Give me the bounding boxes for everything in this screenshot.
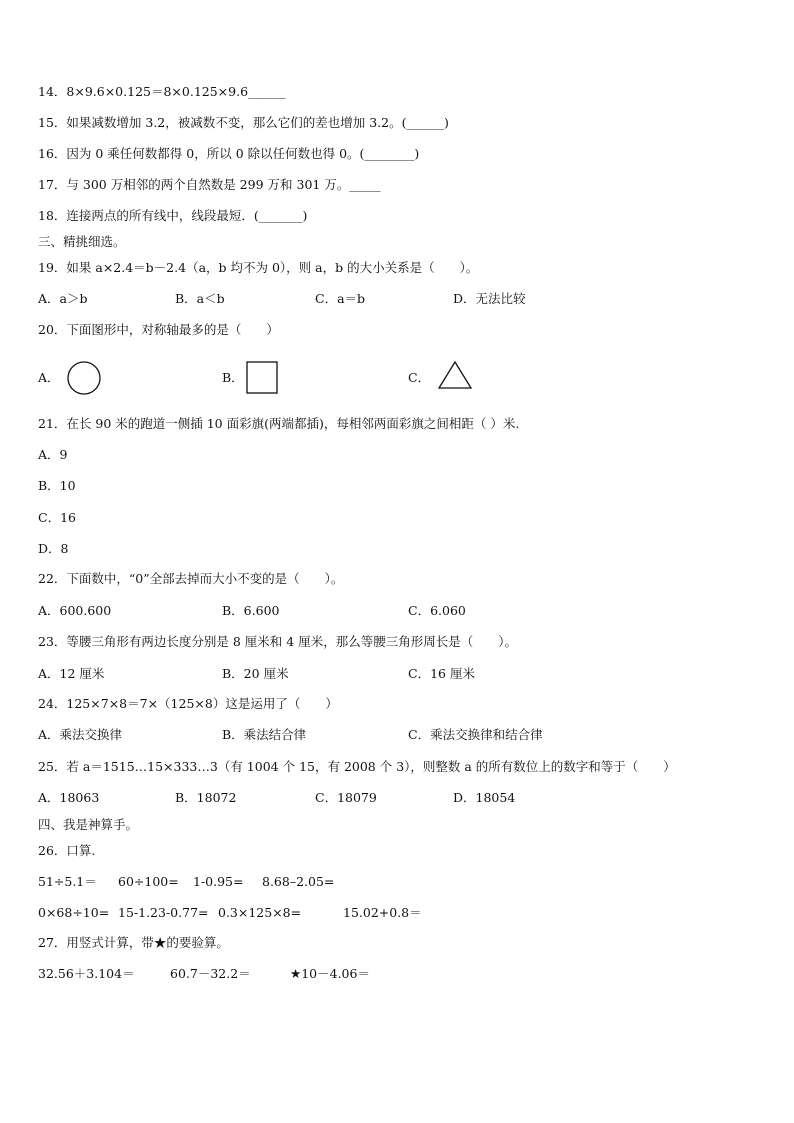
- question-21-option-a: A．9: [38, 447, 68, 462]
- question-27-stem: 27．用竖式计算，带★的要验算。: [38, 935, 229, 950]
- mental-calc-item: 0×68÷10=: [38, 905, 110, 920]
- question-19-stem: 19．如果 a×2.4＝b－2.4（a，b 均不为 0），则 a，b 的大小关系是（ ）。: [38, 260, 479, 275]
- question-24-option-b: B．乘法结合律: [222, 727, 307, 742]
- mental-calc-item: 51÷5.1＝: [38, 874, 97, 889]
- question-21-option-d: D．8: [38, 541, 69, 556]
- question-25-option-c: C．18079: [315, 790, 377, 805]
- question-20-option-a: A．: [38, 370, 60, 385]
- question-19-option-d: D．无法比较: [453, 291, 526, 306]
- square-icon: [246, 361, 280, 395]
- question-25-option-d: D．18054: [453, 790, 516, 805]
- question-24-option-a: A．乘法交换律: [38, 727, 123, 742]
- mental-calc-item: 60÷100=: [118, 874, 179, 889]
- question-16: 16．因为 0 乘任何数都得 0，所以 0 除以任何数也得 0。(________): [38, 146, 420, 161]
- question-18: 18．连接两点的所有线中，线段最短．(_______): [38, 208, 308, 223]
- question-14: 14．8×9.6×0.125＝8×0.125×9.6______: [38, 84, 286, 99]
- question-22-option-a: A．600.600: [38, 603, 112, 618]
- question-23-stem: 23．等腰三角形有两边长度分别是 8 厘米和 4 厘米，那么等腰三角形周长是（ ）。: [38, 634, 517, 649]
- column-calc-item: 32.56＋3.104＝: [38, 966, 135, 981]
- column-calc-item: 60.7－32.2＝: [170, 966, 251, 981]
- circle-icon: [66, 360, 102, 396]
- question-24-option-c: C．乘法交换律和结合律: [408, 727, 543, 742]
- question-21-stem: 21．在长 90 米的跑道一侧插 10 面彩旗(两端都插)，每相邻两面彩旗之间相距（ ）米.: [38, 416, 520, 431]
- section-3-heading: 三、精挑细选。: [38, 234, 126, 249]
- question-15: 15．如果减数增加 3.2，被减数不变，那么它们的差也增加 3.2。(______): [38, 115, 449, 130]
- question-19-option-b: B．a＜b: [175, 291, 225, 306]
- triangle-icon: [436, 360, 474, 390]
- question-20-option-c: C．: [408, 370, 431, 385]
- question-22-option-c: C．6.060: [408, 603, 466, 618]
- question-23-option-a: A．12 厘米: [38, 666, 105, 681]
- question-22-option-b: B．6.600: [222, 603, 280, 618]
- question-19-option-c: C．a＝b: [315, 291, 366, 306]
- mental-calc-item: 15-1.23-0.77=: [118, 905, 209, 920]
- question-25-option-a: A．18063: [38, 790, 100, 805]
- column-calc-item: ★10－4.06＝: [290, 966, 370, 981]
- mental-calc-item: 8.68–2.05=: [262, 874, 335, 889]
- question-20-option-b: B．: [222, 370, 244, 385]
- question-21-option-c: C．16: [38, 510, 76, 525]
- mental-calc-item: 1-0.95=: [193, 874, 244, 889]
- question-26-stem: 26．口算.: [38, 843, 96, 858]
- section-4-heading: 四、我是神算手。: [38, 817, 139, 832]
- question-23-option-c: C．16 厘米: [408, 666, 475, 681]
- question-21-option-b: B．10: [38, 478, 76, 493]
- question-25-stem: 25．若 a＝1515…15×333…3（有 1004 个 15，有 2008 个 3），则整数 a 的所有数位上的数字和等于（ ）: [38, 759, 676, 774]
- question-19-option-a: A．a＞b: [38, 291, 88, 306]
- question-17: 17．与 300 万相邻的两个自然数是 299 万和 301 万。_____: [38, 177, 381, 192]
- question-24-stem: 24．125×7×8＝7×（125×8）这是运用了（ ）: [38, 696, 338, 711]
- mental-calc-item: 0.3×125×8=: [218, 905, 302, 920]
- question-20-stem: 20．下面图形中，对称轴最多的是（ ）: [38, 322, 279, 337]
- question-23-option-b: B．20 厘米: [222, 666, 289, 681]
- mental-calc-item: 15.02+0.8＝: [343, 905, 422, 920]
- question-22-stem: 22．下面数中，“0”全部去掉而大小不变的是（ ）。: [38, 571, 344, 586]
- question-25-option-b: B．18072: [175, 790, 237, 805]
